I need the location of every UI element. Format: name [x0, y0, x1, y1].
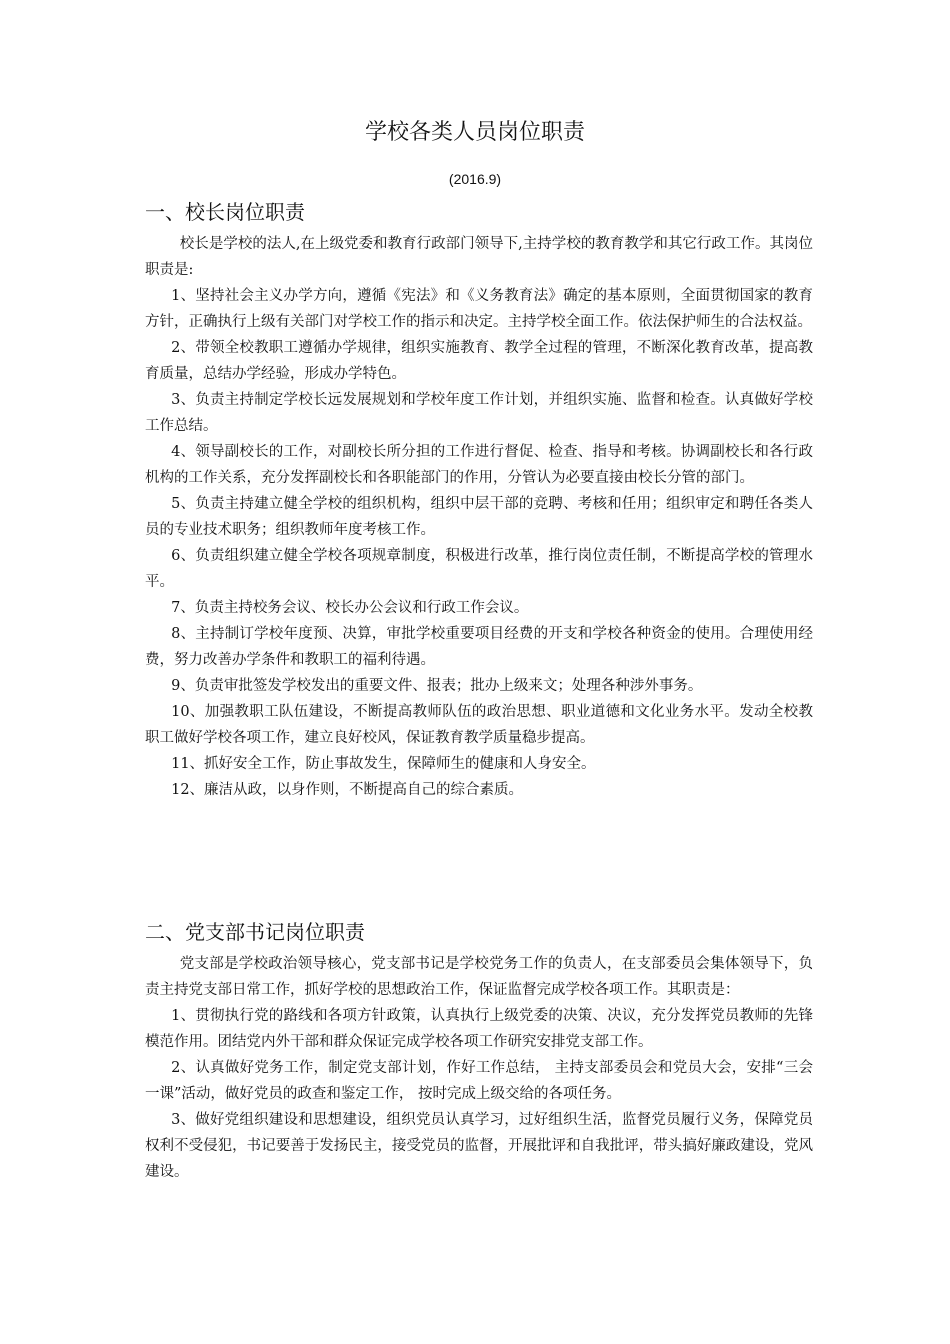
duty-item: 11、抓好安全工作，防止事故发生，保障师生的健康和人身安全。	[171, 756, 596, 772]
duty-item: 2、带领全校教职工遵循办学规律，组织实施教育、教学全过程的管理，不断深化教育改革，提高教育质量，总结办学经验，形成办学特色。	[145, 340, 813, 382]
duty-item: 7、负责主持校务会议、校长办公会议和行政工作会议。	[171, 600, 529, 616]
document-title: 学校各类人员岗位职责	[364, 120, 585, 145]
duty-item: 9、负责审批签发学校发出的重要文件、报表；批办上级来文；处理各种涉外事务。	[171, 678, 703, 694]
duty-item: 10、加强教职工队伍建设，不断提高教师队伍的政治思想、职业道德和文化业务水平。发动全校教职工做好学校各项工作，建立良好校风，保证教育教学质量稳步提高。	[145, 704, 813, 746]
duty-item: 12、廉洁从政，以身作则，不断提高自己的综合素质。	[171, 782, 524, 798]
duty-item: 1、贯彻执行党的路线和各项方针政策，认真执行上级党委的决策、决议，充分发挥党员教师的先锋模范作用。团结党内外干部和群众保证完成学校各项工作研究安排党支部工作。	[145, 1008, 813, 1050]
duty-item: 2、认真做好党务工作，制定党支部计划，作好工作总结， 主持支部委员会和党员大会，安排“三会一课”活动，做好党员的政查和鉴定工作， 按时完成上级交给的各项任务。	[145, 1060, 813, 1102]
section-intro: 党支部是学校政治领导核心，党支部书记是学校党务工作的负责人，在支部委员会集体领导下，负责主持党支部日常工作，抓好学校的思想政治工作，保证监督完成学校各项工作。其职责是：	[145, 956, 813, 998]
document-date: (2016.9)	[448, 171, 502, 187]
duty-item: 3、做好党组织建设和思想建设，组织党员认真学习，过好组织生活，监督党员履行义务，保障党员权利不受侵犯，书记要善于发扬民主，接受党员的监督，开展批评和自我批评，带头搞好廉政建设，党风建设。	[145, 1112, 813, 1180]
section-principal-duties	[145, 195, 813, 803]
duty-item: 6、负责组织建立健全学校各项规章制度，积极进行改革，推行岗位责任制，不断提高学校的管理水平。	[145, 548, 813, 590]
duty-item: 3、负责主持制定学校长远发展规划和学校年度工作计划，并组织实施、监督和检查。认真做好学校工作总结。	[145, 392, 813, 434]
duty-item: 1、坚持社会主义办学方向，遵循《宪法》和《义务教育法》确定的基本原则，全面贯彻国家的教育方针，正确执行上级有关部门对学校工作的指示和决定。主持学校全面工作。依法保护师生的合法权益。	[145, 288, 813, 330]
duty-item: 4、领导副校长的工作，对副校长所分担的工作进行督促、检查、指导和考核。协调副校长和各行政机构的工作关系，充分发挥副校长和各职能部门的作用，分管认为必要直接由校长分管的部门。	[145, 444, 813, 486]
section-heading: 二、党支部书记岗位职责	[145, 920, 365, 944]
duty-item: 8、主持制订学校年度预、决算，审批学校重要项目经费的开支和学校各种资金的使用。合理使用经费，努力改善办学条件和教职工的福利待遇。	[145, 626, 813, 668]
section-heading: 一、校长岗位职责	[145, 200, 305, 224]
section-party-secretary-duties	[145, 915, 813, 1185]
section-intro: 校长是学校的法人,在上级党委和教育行政部门领导下,主持学校的教育教学和其它行政工作。其岗位职责是:	[145, 236, 813, 278]
duty-item: 5、负责主持建立健全学校的组织机构，组织中层干部的竞聘、考核和任用；组织审定和聘任各类人员的专业技术职务；组织教师年度考核工作。	[145, 496, 813, 538]
